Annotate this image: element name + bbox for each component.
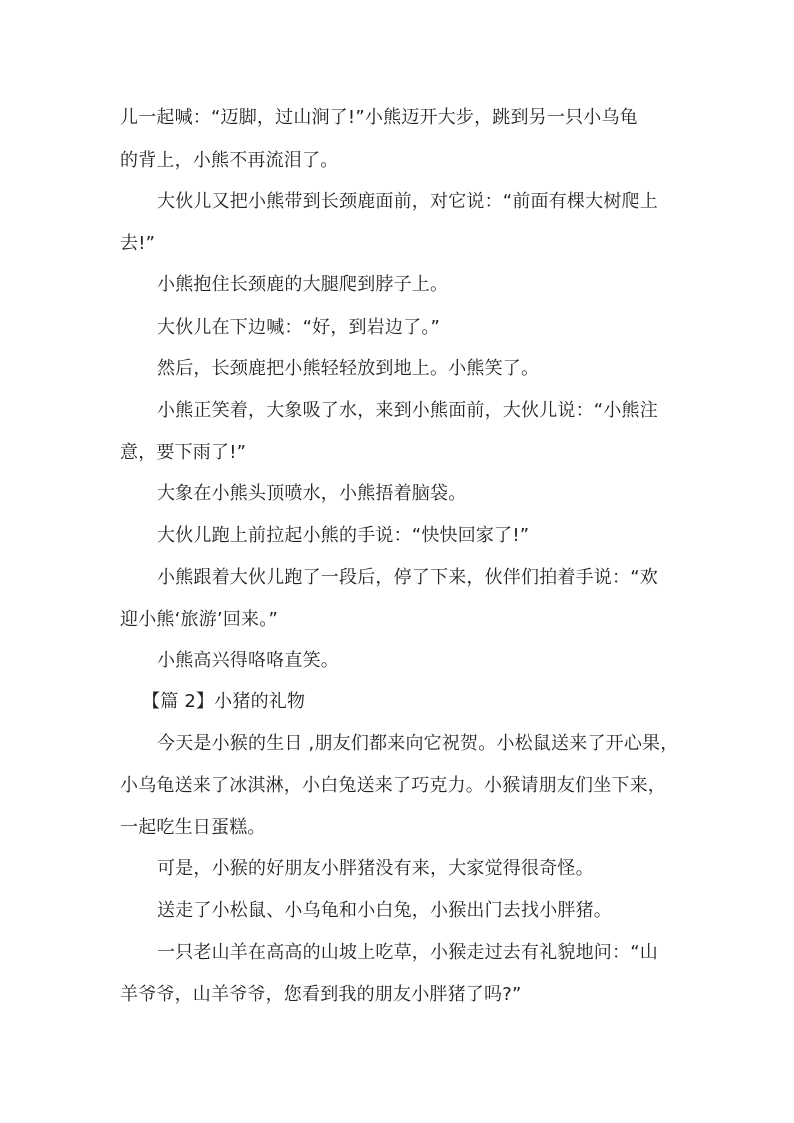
text-line: 意，要下雨了!”: [120, 442, 247, 463]
text-line: 今天是小猴的生日 ,朋友们都来向它祝贺。小松鼠送来了开心果，: [157, 733, 679, 754]
text-line: 可是，小猴的好朋友小胖猪没有来，大家觉得很奇怪。: [157, 858, 594, 879]
text-line: 迎小熊‘旅游’回来。”: [120, 609, 278, 630]
text-line: 羊爷爷，山羊爷爷，您看到我的朋友小胖猪了吗?”: [120, 984, 522, 1005]
text-line: 大伙儿跑上前拉起小熊的手说：“快快回家了!”: [157, 525, 530, 546]
text-line: 然后，长颈鹿把小熊轻轻放到地上。小熊笑了。: [157, 358, 540, 379]
section-heading: 【篇 2】小猪的礼物: [142, 691, 306, 712]
text-line: 一只老山羊在高高的山坡上吃草，小猴走过去有礼貌地问：“山: [157, 942, 658, 963]
text-line: 送走了小松鼠、小乌龟和小白兔，小猴出门去找小胖猪。: [157, 900, 612, 921]
text-line: 小熊正笑着，大象吸了水，来到小熊面前，大伙儿说：“小熊注: [157, 400, 658, 421]
text-line: 小熊高兴得咯咯直笑。: [157, 650, 339, 671]
text-line: 去!”: [120, 233, 156, 254]
text-line: 的背上，小熊不再流泪了。: [120, 150, 339, 171]
text-line: 一起吃生日蛋糕。: [120, 817, 266, 838]
text-line: 儿一起喊：“迈脚，过山涧了!”小熊迈开大步，跳到另一只小乌龟: [120, 107, 638, 128]
text-line: 大伙儿又把小熊带到长颈鹿面前，对它说：“前面有棵大树爬上: [157, 191, 658, 212]
text-line: 大象在小熊头顶喷水，小熊捂着脑袋。: [157, 483, 467, 504]
text-line: 小熊抱住长颈鹿的大腿爬到脖子上。: [157, 274, 449, 295]
text-line: 小熊跟着大伙儿跑了一段后，停了下来，伙伴们拍着手说：“欢: [157, 567, 658, 588]
text-line: 小乌龟送来了冰淇淋，小白兔送来了巧克力。小猴请朋友们坐下来，: [120, 775, 666, 796]
text-line: 大伙儿在下边喊：“好，到岩边了。”: [157, 317, 441, 338]
